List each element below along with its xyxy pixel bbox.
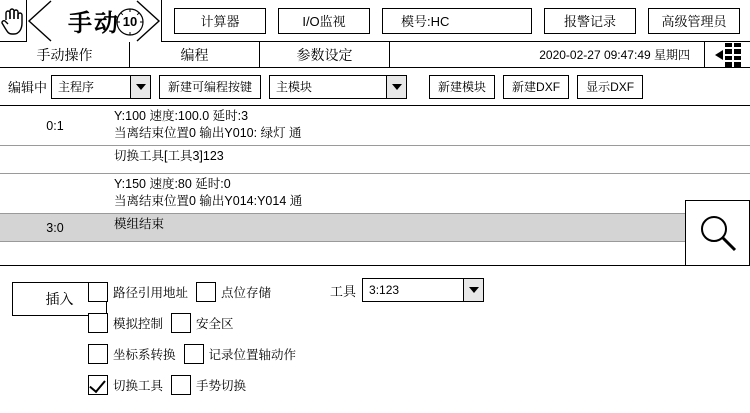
checkbox-box[interactable] bbox=[88, 344, 108, 364]
hand-icon[interactable] bbox=[0, 0, 27, 42]
mold-number-button[interactable]: 模号:HC bbox=[382, 8, 532, 34]
mode-banner bbox=[27, 0, 162, 42]
checkbox-analog-control[interactable] bbox=[88, 313, 163, 333]
checkbox-label: 手势切换 bbox=[196, 378, 247, 393]
module-select[interactable] bbox=[269, 75, 407, 99]
checkbox-box[interactable] bbox=[184, 344, 204, 364]
tab-parameter-setting[interactable]: 参数设定 bbox=[260, 42, 390, 67]
option-checkbox-grid bbox=[88, 276, 318, 400]
tool-select[interactable] bbox=[362, 278, 484, 302]
table-row-selected[interactable] bbox=[0, 214, 750, 242]
checkbox-box[interactable] bbox=[171, 313, 191, 333]
tab-manual-operation[interactable]: 手动操作 bbox=[0, 42, 130, 67]
chevron-down-icon[interactable] bbox=[386, 76, 406, 98]
program-select-value: 主程序 bbox=[58, 80, 95, 94]
row-index bbox=[0, 174, 110, 213]
program-select[interactable] bbox=[51, 75, 151, 99]
tab-bar bbox=[0, 42, 750, 68]
checkbox-record-axis-action[interactable] bbox=[184, 344, 297, 364]
grid-dots-icon bbox=[725, 43, 741, 67]
magnifier-button[interactable] bbox=[685, 200, 750, 266]
table-row[interactable] bbox=[0, 146, 750, 174]
row-line: Y:150 速度:80 延时:0 bbox=[114, 177, 231, 191]
new-dxf-button[interactable]: 新建DXF bbox=[503, 75, 569, 99]
checkbox-box[interactable] bbox=[88, 313, 108, 333]
row-content bbox=[110, 214, 750, 241]
tab-programming[interactable]: 编程 bbox=[130, 42, 260, 67]
panel-collapse-toggle[interactable] bbox=[704, 42, 750, 67]
admin-button[interactable]: 高级管理员 bbox=[648, 8, 740, 34]
checkbox-switch-tool[interactable] bbox=[88, 375, 163, 395]
module-select-value: 主模块 bbox=[276, 80, 313, 94]
row-line: 当离结束位置0 输出Y014:Y014 通 bbox=[114, 194, 303, 208]
tool-label: 工具 bbox=[330, 283, 357, 299]
editing-label: 编辑中 bbox=[8, 80, 48, 95]
checkbox-label: 路径引用地址 bbox=[113, 285, 189, 300]
table-row[interactable] bbox=[0, 106, 750, 146]
alarm-log-button[interactable]: 报警记录 bbox=[544, 8, 636, 34]
datetime-display: 2020-02-27 09:47:49 星期四 bbox=[539, 48, 690, 62]
row-content bbox=[110, 174, 750, 213]
checkbox-box[interactable] bbox=[196, 282, 216, 302]
tool-selector-area bbox=[330, 278, 484, 302]
chevron-down-icon[interactable] bbox=[463, 279, 483, 301]
row-content bbox=[110, 106, 750, 145]
insert-button[interactable]: 插入 bbox=[12, 282, 107, 316]
checkbox-point-storage[interactable] bbox=[196, 282, 271, 302]
row-index: 0:1 bbox=[46, 118, 64, 133]
row-line: 切换工具[工具3]123 bbox=[114, 149, 224, 163]
show-dxf-button[interactable]: 显示DXF bbox=[577, 75, 643, 99]
chevron-down-icon[interactable] bbox=[130, 76, 150, 98]
row-index bbox=[0, 146, 110, 173]
calculator-button[interactable]: 计算器 bbox=[174, 8, 266, 34]
checkbox-coordinate-transform[interactable] bbox=[88, 344, 176, 364]
checkbox-box[interactable] bbox=[171, 375, 191, 395]
checkbox-path-reference-address[interactable] bbox=[88, 282, 188, 302]
checkbox-label: 坐标系转换 bbox=[113, 347, 176, 362]
left-arrow-icon bbox=[715, 50, 723, 60]
checkbox-label: 切换工具 bbox=[113, 378, 164, 393]
mode-title: 手动 bbox=[68, 10, 120, 37]
checkbox-label: 模拟控制 bbox=[113, 316, 164, 331]
checkbox-row bbox=[88, 276, 318, 307]
checkbox-row bbox=[88, 369, 318, 400]
checkbox-gesture-switch[interactable] bbox=[171, 375, 246, 395]
search-icon bbox=[697, 212, 739, 254]
speed-gauge-icon bbox=[113, 5, 147, 39]
checkbox-label: 安全区 bbox=[196, 316, 234, 331]
checkbox-row bbox=[88, 307, 318, 338]
program-list[interactable] bbox=[0, 106, 750, 266]
edit-toolbar bbox=[0, 68, 750, 106]
io-monitor-button[interactable]: I/O监视 bbox=[278, 8, 370, 34]
row-index: 3:0 bbox=[46, 220, 64, 235]
new-module-button[interactable]: 新建模块 bbox=[429, 75, 495, 99]
checkbox-row bbox=[88, 338, 318, 369]
row-line: Y:100 速度:100.0 延时:3 bbox=[114, 109, 249, 123]
row-line: 模组结束 bbox=[114, 217, 165, 231]
new-programmable-key-button[interactable]: 新建可编程按键 bbox=[159, 75, 261, 99]
top-bar bbox=[0, 0, 750, 42]
checkbox-label: 点位存储 bbox=[221, 285, 272, 300]
tool-select-value: 3:123 bbox=[369, 283, 400, 297]
checkbox-box[interactable] bbox=[88, 282, 108, 302]
checkbox-label: 记录位置轴动作 bbox=[208, 347, 297, 362]
checkbox-box[interactable] bbox=[88, 375, 108, 395]
row-content bbox=[110, 146, 750, 173]
gauge-value: 10 bbox=[122, 13, 138, 29]
checkbox-safe-zone[interactable] bbox=[171, 313, 234, 333]
row-line: 当离结束位置0 输出Y010: 绿灯 通 bbox=[114, 126, 302, 140]
table-row[interactable] bbox=[0, 174, 750, 214]
bottom-panel bbox=[0, 268, 750, 413]
